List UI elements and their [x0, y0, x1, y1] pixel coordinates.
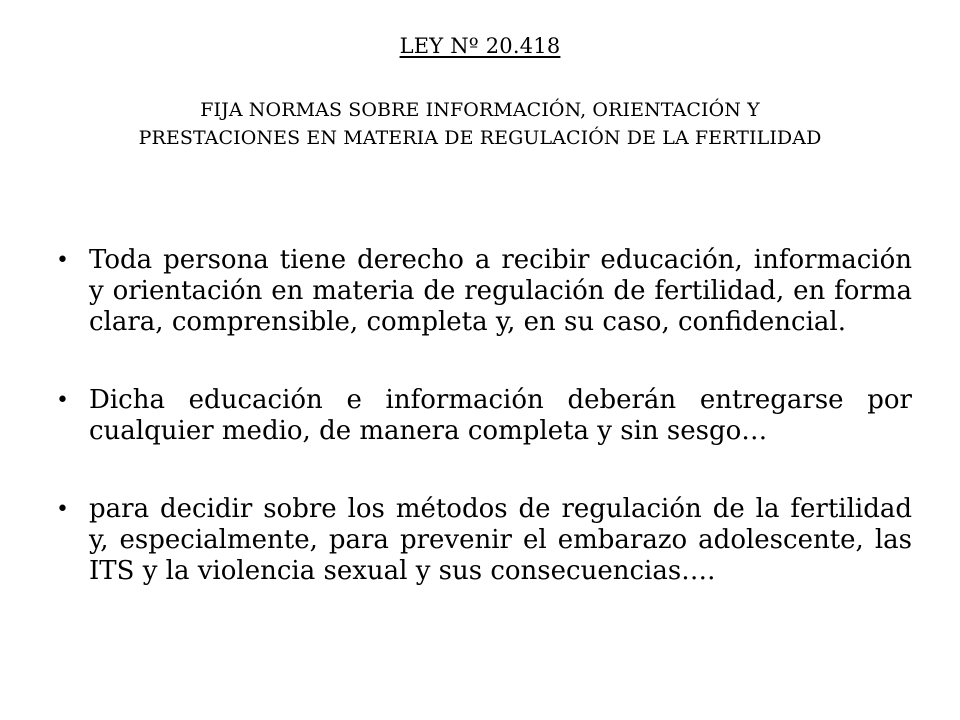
bullet-icon: •	[56, 248, 69, 273]
bullet-text: Toda persona tiene derecho a recibir educación, información y orientación en materia de regulación de fertilidad, en forma clara, comprensible, completa y, en su caso, confidencial.	[89, 245, 912, 337]
bullet-item-delivery	[56, 385, 912, 447]
bullet-text: Dicha educación e información deberán entregarse por cualquier medio, de manera completa y sin sesgo…	[89, 385, 912, 446]
bullet-text: para decidir sobre los métodos de regulación de la fertilidad y, especialmente, para prevenir el embarazo adolescente, las ITS y la violencia sexual y sus consecuencias….	[89, 494, 912, 586]
bullet-item-purpose	[56, 494, 912, 587]
bullet-icon: •	[56, 497, 69, 522]
law-subtitle: FIJA NORMAS SOBRE INFORMACIÓN, ORIENTACIÓN Y PRESTACIONES EN MATERIA DE REGULACIÓN DE LA FERTILIDAD	[138, 99, 822, 149]
bullet-list	[56, 245, 912, 587]
bullet-item-rights	[56, 245, 912, 338]
bullet-icon: •	[56, 388, 69, 413]
law-title: LEY Nº 20.418	[399, 34, 561, 58]
